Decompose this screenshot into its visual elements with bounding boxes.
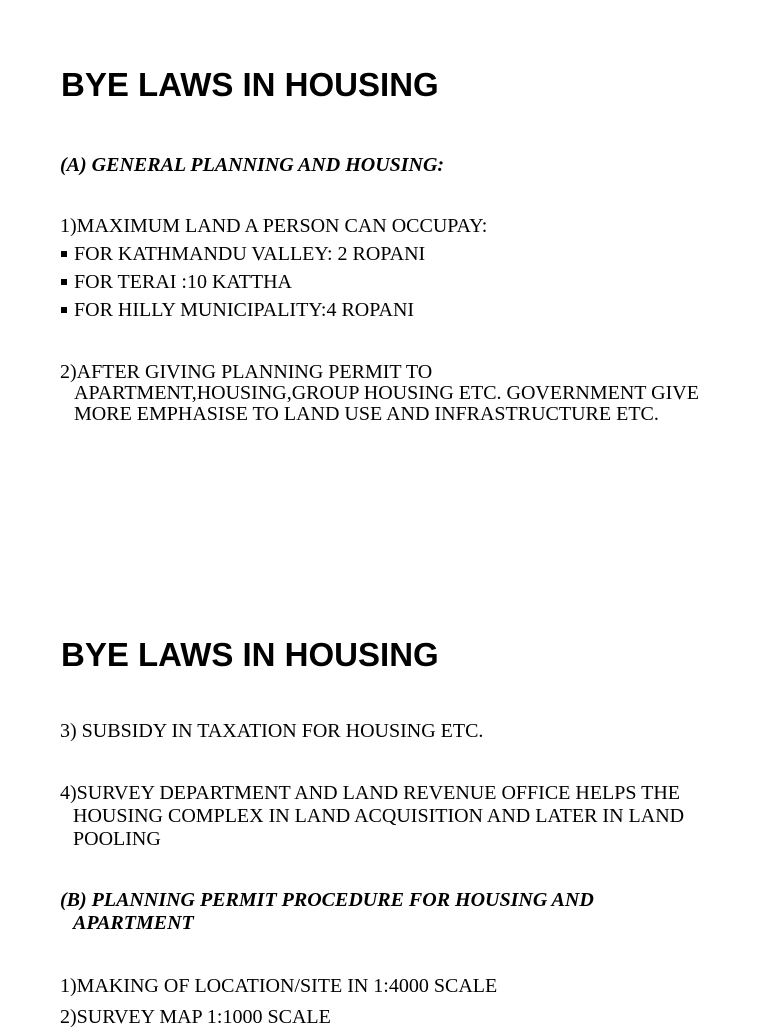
slide-2 bbox=[0, 590, 768, 1028]
section-a-subheading: (A) GENERAL PLANNING AND HOUSING: bbox=[60, 154, 445, 176]
item-2-paragraph: 2)AFTER GIVING PLANNING PERMIT TO APARTMENT,HOUSING,GROUP HOUSING ETC. GOVERNMENT GIVE MORE EMPHASISE TO LAND USE AND INFRASTRUCTURE ETC. bbox=[60, 361, 699, 425]
slide-title: BYE LAWS IN HOUSING bbox=[61, 636, 439, 673]
list-item-text: FOR HILLY MUNICIPALITY:4 ROPANI bbox=[74, 299, 415, 321]
list-item-text: FOR KATHMANDU VALLEY: 2 ROPANI bbox=[74, 243, 426, 265]
list-item-text: FOR TERAI :10 KATTHA bbox=[74, 271, 292, 293]
item-1-lead: 1)MAXIMUM LAND A PERSON CAN OCCUPAY: bbox=[60, 215, 488, 237]
step-1-text: 1)MAKING OF LOCATION/SITE IN 1:4000 SCALE bbox=[60, 975, 498, 997]
square-bullet-icon bbox=[61, 251, 67, 257]
square-bullet-icon bbox=[61, 279, 67, 285]
section-b-subheading: (B) PLANNING PERMIT PROCEDURE FOR HOUSING AND APARTMENT bbox=[60, 889, 594, 934]
item-3-paragraph: 3) SUBSIDY IN TAXATION FOR HOUSING ETC. bbox=[60, 720, 484, 742]
item-4-paragraph: 4)SURVEY DEPARTMENT AND LAND REVENUE OFFICE HELPS THE HOUSING COMPLEX IN LAND ACQUISITION AND LATER IN LAND POOLING bbox=[60, 782, 685, 850]
slide-title: BYE LAWS IN HOUSING bbox=[61, 66, 439, 103]
list-item bbox=[60, 240, 728, 268]
square-bullet-icon bbox=[61, 307, 67, 313]
bullet-list bbox=[60, 240, 728, 324]
list-item bbox=[60, 268, 728, 296]
step-2-text: 2)SURVEY MAP 1:1000 SCALE bbox=[60, 1006, 331, 1028]
list-item bbox=[60, 296, 728, 324]
